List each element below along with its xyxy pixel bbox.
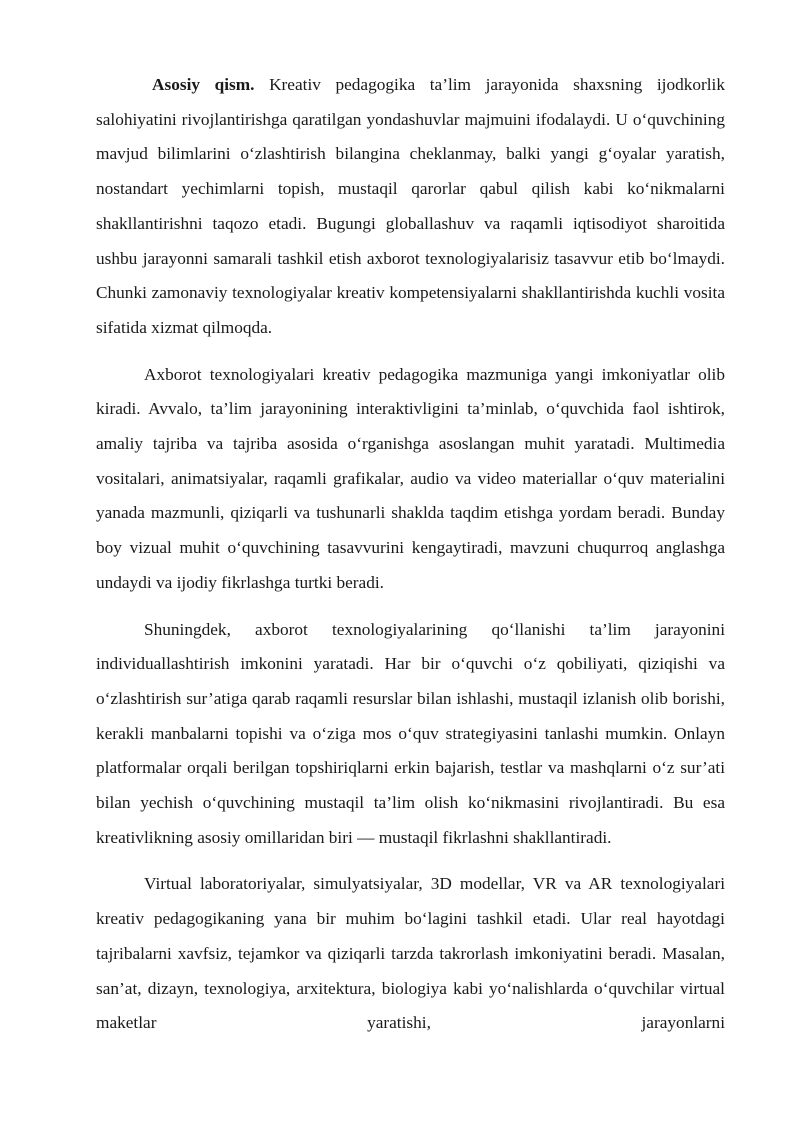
paragraph-individualization: Shuningdek, axborot texnologiyalarining qo‘llanishi ta’lim jarayonini individuallashtirish imkonini yaratadi. Har bir o‘quvchi o‘z qobiliyati, qiziqishi va o‘zlashtirish sur’atiga qarab raqamli resurslar bilan ishlashi, mustaqil izlanish olib borishi, kerakli manbalarni topishi va o‘ziga mos o‘quv strategiyasini tanlashi mumkin. Onlayn platformalar orqali berilgan topshiriqlarni erkin bajarish, testlar va mashqlarni o‘z sur’ati bilan yechish o‘quvchining mustaqil ta’lim olish ko‘nikmasini rivojlantiradi. Bu esa kreativlikning asosiy omillaridan biri — mustaqil fikrlashni shakllantiradi. — [96, 619, 725, 847]
paragraph-virtual-labs: Virtual laboratoriyalar, simulyatsiyalar, 3D modellar, VR va AR texnologiyalari kreativ pedagogikaning yana bir muhim bo‘lagini tashkil etadi. Ular real hayotdagi tajribalarni xavfsiz, tejamkor va qiziqarli tarzda takrorlash imkoniyatini beradi. Masalan, san’at, dizayn, texnologiya, arxitektura, biologiya kabi yo‘nalishlarda o‘quvchilar virtual maketlar yaratishi, jarayonlarni — [96, 874, 725, 1033]
section-heading: Asosiy qism. — [152, 75, 255, 94]
paragraph-it-opportunities: Axborot texnologiyalari kreativ pedagogika mazmuniga yangi imkoniyatlar olib kiradi. Avvalo, ta’lim jarayonining interaktivligini ta’minlab, o‘quvchida faol ishtirok, amaliy tajriba va tajriba asosida o‘rganishga asoslangan muhit yaratadi. Multimedia vositalari, animatsiyalar, raqamli grafikalar, audio va video materiallar o‘quv materialini yanada mazmunli, qiziqarli va tushunarli shaklda taqdim etishga yordam beradi. Bunday boy vizual muhit o‘quvchining tasavvurini kengaytiradi, mavzuni chuqurroq anglashga undaydi va ijodiy fikrlashga turtki beradi. — [96, 364, 725, 592]
paragraph-text: Kreativ pedagogika ta’lim jarayonida shaxsning ijodkorlik salohiyatini rivojlantirishga qaratilgan yondashuvlar majmuini ifodalaydi. U o‘quvchining mavjud bilimlarini o‘zlashtirish bilangina cheklanmay, balki yangi g‘oyalar yaratish, nostandart yechimlarni topish, mustaqil qarorlar qabul qilish kabi ko‘nikmalarni shakllantirishni taqozo etadi. Bugungi globallashuv va raqamli iqtisodiyot sharoitida ushbu jarayonni samarali tashkil etish axborot texnologiyalarisiz tasavvur etib bo‘lmaydi. Chunki zamonaviy texnologiyalar kreativ kompetensiyalarni shakllantirishda kuchli vosita sifatida xizmat qilmoqda. — [96, 75, 726, 337]
paragraph-intro — [96, 68, 725, 346]
document-page — [96, 68, 725, 1041]
